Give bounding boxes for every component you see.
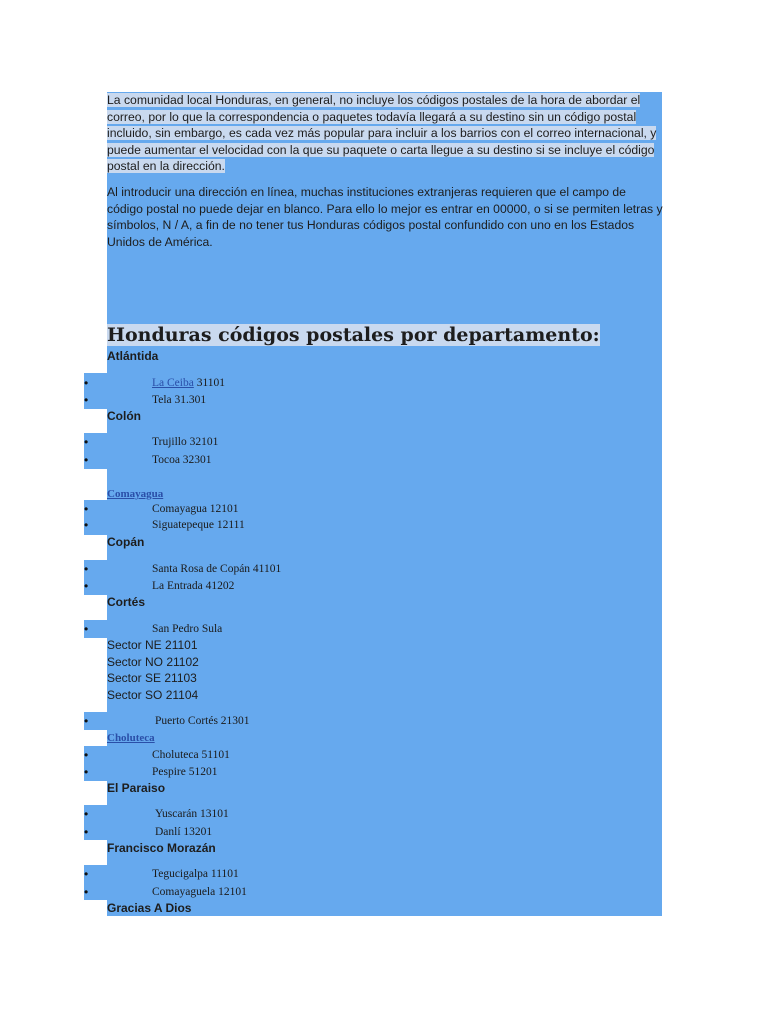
list-item-san-pedro-sula: San Pedro Sula xyxy=(152,623,223,635)
cortes-sectors: Sector NE 21101 Sector NO 21102 Sector SE 21103 Sector SO 21104 xyxy=(107,638,199,702)
list-bullet: • xyxy=(84,885,89,899)
list-item-siguatepeque: Siguatepeque 12111 xyxy=(152,519,245,531)
list-item-danli: Danlí 13201 xyxy=(155,826,213,838)
list-item-tela: Tela 31.301 xyxy=(152,394,207,406)
list-bullet: • xyxy=(84,453,89,467)
list-item-choluteca: Choluteca 51101 xyxy=(152,749,230,761)
la-ceiba-link[interactable]: La Ceiba xyxy=(152,377,194,389)
list-item-tocoa: Tocoa 32301 xyxy=(152,454,212,466)
section-heading xyxy=(107,322,600,348)
list-bullet: • xyxy=(84,748,89,762)
list-bullet: • xyxy=(84,502,89,516)
list-bullet: • xyxy=(84,376,89,390)
dept-el-paraiso: El Paraiso xyxy=(107,781,166,795)
list-item-puerto-cortes: Puerto Cortés 21301 xyxy=(155,715,250,727)
list-item-la-entrada: La Entrada 41202 xyxy=(152,580,235,592)
list-bullet: • xyxy=(84,867,89,881)
list-bullet: • xyxy=(84,622,89,636)
list-bullet: • xyxy=(84,562,89,576)
list-bullet: • xyxy=(84,825,89,839)
list-bullet: • xyxy=(84,518,89,532)
intro-paragraph-2: Al introducir una dirección en línea, muchas instituciones extranjeras requieren que el campo de código postal no puede dejar en blanco. Para ello lo mejor es entrar en 00000, o si se permiten letras y símbolos, N / A, a fin de no tener tus Honduras códigos postal confundido con uno en los Estados Unidos de América. xyxy=(107,185,663,249)
list-bullet: • xyxy=(84,393,89,407)
list-bullet: • xyxy=(84,714,89,728)
list-bullet: • xyxy=(84,765,89,779)
list-item-yuscaran: Yuscarán 13101 xyxy=(155,808,229,820)
list-bullet: • xyxy=(84,807,89,821)
dept-comayagua-link[interactable]: Comayagua xyxy=(107,488,164,500)
list-item-santa-rosa: Santa Rosa de Copán 41101 xyxy=(152,563,282,575)
list-item-la-ceiba xyxy=(152,376,225,390)
dept-choluteca-link[interactable]: Choluteca xyxy=(107,732,155,744)
list-item-trujillo: Trujillo 32101 xyxy=(152,436,219,448)
dept-francisco-morazan: Francisco Morazán xyxy=(107,841,216,855)
list-item-comayagua: Comayagua 12101 xyxy=(152,503,239,515)
la-ceiba-code: 31101 xyxy=(193,377,226,389)
intro-paragraph-1-text: La comunidad local Honduras, en general, no incluye los códigos postales de la hora de abordar el correo, por lo que la correspondencia o paquetes todavía llegará a su destino sin un código postal incluido, sin embargo, es cada vez más popular para incluir a los barrios con el correo internacional, y puede aumentar el velocidad con la que su paquete o carta llegue a su destino si se incluye el código postal en la dirección. xyxy=(107,93,657,174)
list-item-tegucigalpa: Tegucigalpa 11101 xyxy=(152,868,239,880)
dept-cortes: Cortés xyxy=(107,595,146,609)
list-item-pespire: Pespire 51201 xyxy=(152,766,218,778)
dept-gracias-a-dios: Gracias A Dios xyxy=(107,901,192,915)
list-item-comayaguela: Comayaguela 12101 xyxy=(152,886,247,898)
intro-paragraph-1 xyxy=(107,92,663,175)
list-bullet: • xyxy=(84,435,89,449)
section-heading-text: Honduras códigos postales por departamento: xyxy=(107,324,600,346)
list-bullet: • xyxy=(84,579,89,593)
dept-atlantida: Atlántida xyxy=(107,349,159,363)
dept-colon: Colón xyxy=(107,409,141,423)
dept-copan: Copán xyxy=(107,535,145,549)
